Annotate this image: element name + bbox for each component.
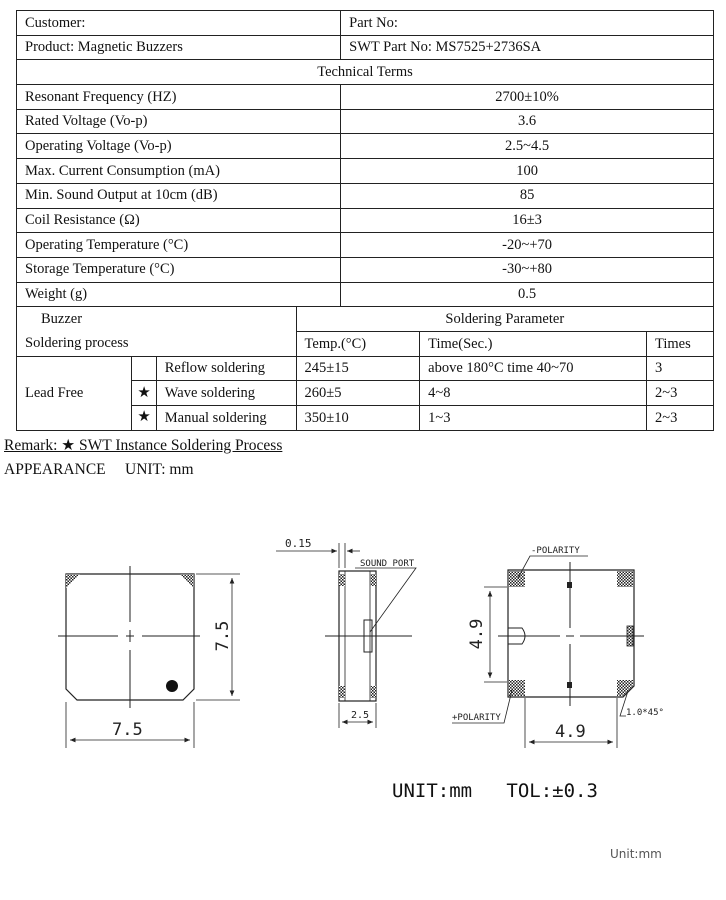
section-title: Technical Terms [17,60,714,85]
pad-tl [509,571,525,587]
spec-row [17,208,714,233]
lead-free-label: Lead Free [17,356,132,430]
technical-drawing [0,520,726,760]
process-times: 2~3 [647,406,714,431]
product-row [17,35,714,60]
soldering-param-header: Soldering Parameter [296,307,713,332]
spec-name: Operating Temperature (°C) [17,233,341,258]
process-name: Manual soldering [156,406,296,431]
spec-value: -20~+70 [341,233,714,258]
polarity-dot [166,680,178,692]
star-icon: ★ [132,406,156,431]
spec-name: Weight (g) [17,282,341,307]
remark-text: Remark: ★ SWT Instance Soldering Process [4,437,283,454]
spec-row [17,109,714,134]
soldering-row [17,356,714,381]
process-temp: 260±5 [296,381,420,406]
side-width-dim: 2.5 [351,710,370,721]
back-width-dim: 4.9 [555,722,586,742]
process-times: 2~3 [647,381,714,406]
unit-small-label: Unit:mm [610,847,662,861]
customer-label: Customer: [17,11,341,36]
side-top-dim: 0.15 [285,537,312,550]
spec-row [17,183,714,208]
process-temp: 245±15 [296,356,420,381]
front-view [58,566,240,748]
polarity-top-label: -POLARITY [531,546,580,556]
spec-table [16,10,714,431]
appearance-heading: APPEARANCE UNIT: mm [4,461,194,478]
spec-name: Storage Temperature (°C) [17,257,341,282]
sound-port-label: SOUND PORT [360,559,415,569]
header-row [17,11,714,36]
spec-row [17,233,714,258]
front-width-dim: 7.5 [112,720,143,740]
part-no-label: Part No: [341,11,714,36]
spec-value: -30~+80 [341,257,714,282]
spec-row [17,85,714,110]
spec-row [17,134,714,159]
spec-value: 0.5 [341,282,714,307]
process-times: 3 [647,356,714,381]
col-times: Times [647,331,714,356]
unit-tolerance-label: UNIT:mm TOL:±0.3 [392,780,598,802]
process-name: Wave soldering [156,381,296,406]
process-time: 4~8 [420,381,647,406]
spec-value: 100 [341,159,714,184]
spec-name: Coil Resistance (Ω) [17,208,341,233]
product-name: Product: Magnetic Buzzers [17,35,341,60]
spec-value: 16±3 [341,208,714,233]
spec-name: Operating Voltage (Vo-p) [17,134,341,159]
front-height-dim: 7.5 [213,620,233,652]
spec-name: Resonant Frequency (HZ) [17,85,341,110]
star-icon: ★ [132,381,156,406]
polarity-bottom-label: +POLARITY [452,713,501,723]
star-icon [132,356,156,381]
spec-value: 2.5~4.5 [341,134,714,159]
pad-br [617,680,633,696]
back-height-dim: 4.9 [467,618,487,650]
front-pad-tr [180,574,194,588]
pad-tr [617,571,633,587]
spec-value: 2700±10% [341,85,714,110]
soldering-title-line1: Buzzer [17,307,297,332]
spec-row [17,159,714,184]
spec-name: Min. Sound Output at 10cm (dB) [17,183,341,208]
process-time: above 180°C time 40~70 [420,356,647,381]
chamfer-label: 1.0*45° [626,708,664,718]
process-time: 1~3 [420,406,647,431]
soldering-header-row [17,307,714,332]
side-view [276,543,416,728]
swt-part-no: SWT Part No: MS7525+2736SA [341,35,714,60]
spec-value: 85 [341,183,714,208]
soldering-title-line2: Soldering process [17,331,297,356]
spec-row [17,282,714,307]
col-time: Time(Sec.) [420,331,647,356]
section-row [17,60,714,85]
spec-value: 3.6 [341,109,714,134]
col-temp: Temp.(°C) [296,331,420,356]
process-name: Reflow soldering [156,356,296,381]
front-pad-tl [66,574,80,588]
soldering-columns-row [17,331,714,356]
process-temp: 350±10 [296,406,420,431]
spec-row [17,257,714,282]
spec-name: Max. Current Consumption (mA) [17,159,341,184]
spec-name: Rated Voltage (Vo-p) [17,109,341,134]
